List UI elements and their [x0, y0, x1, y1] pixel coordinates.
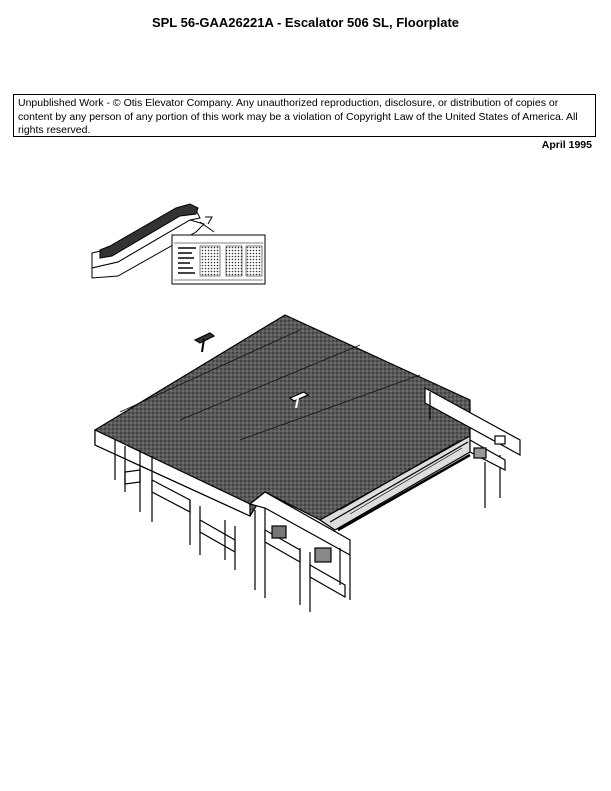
copyright-notice: Unpublished Work - © Otis Elevator Company. Any unauthorized reproduction, disclosure, or distribution of copies or content by any person of any portion of this work may be a violation of Copyright Law of the United States of America. All rights reserved. [13, 94, 596, 137]
document-date: April 1995 [541, 139, 592, 151]
floorplate-assembly-icon [95, 315, 520, 612]
data-plate-icon [172, 235, 265, 284]
page-title: SPL 56-GAA26221A - Escalator 506 SL, Floorplate [151, 15, 460, 30]
